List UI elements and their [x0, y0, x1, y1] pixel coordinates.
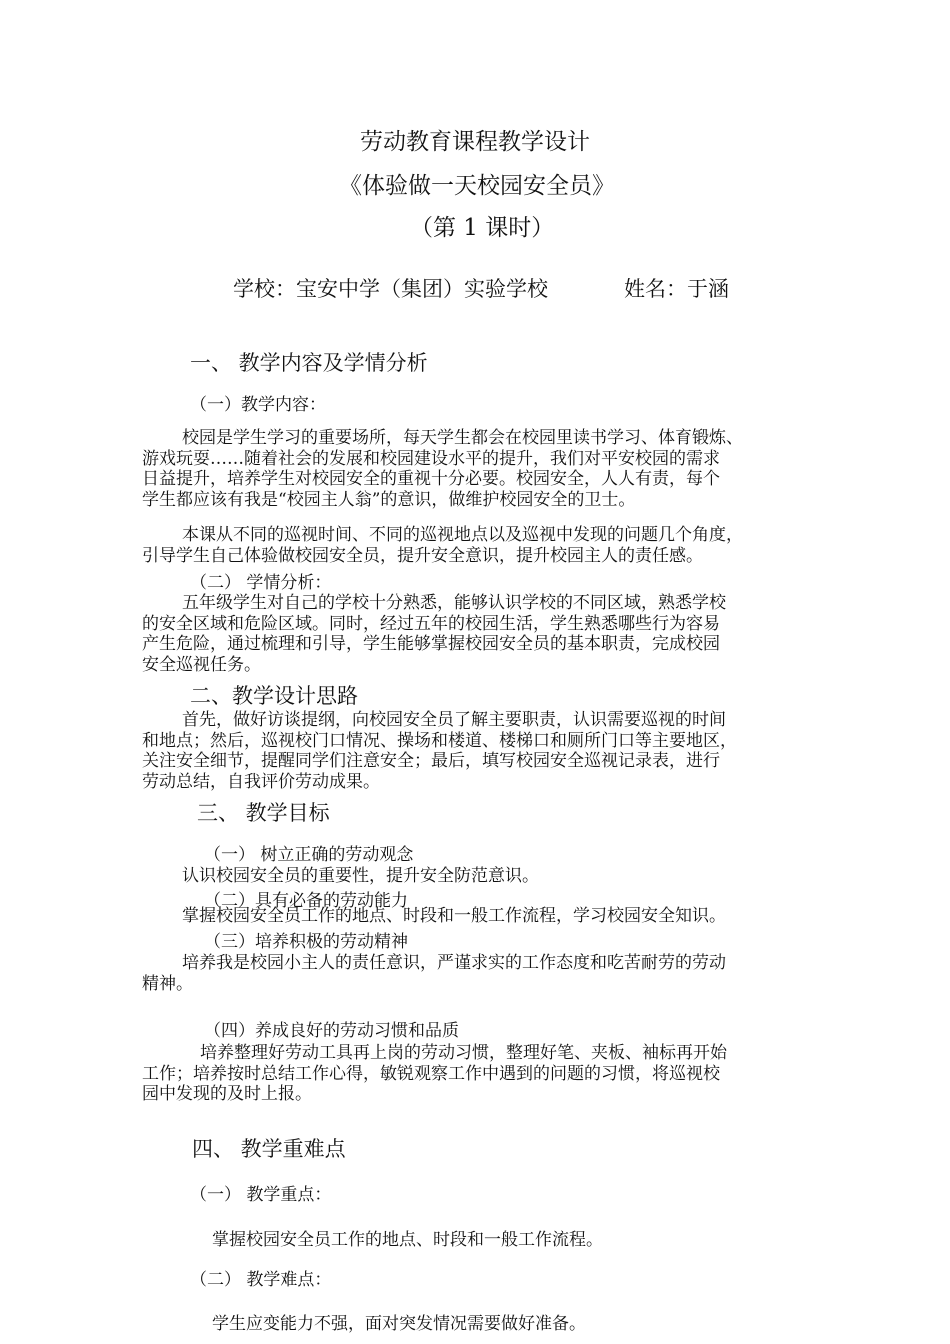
section2-para	[142, 710, 810, 792]
para-line: 园中发现的及时上报。	[142, 1084, 312, 1104]
school-name: 学校：宝安中学（集团）实验学校	[233, 277, 548, 301]
para-line: 校园是学生学习的重要场所，每天学生都会在校园里读书学习、体育锻炼、	[182, 428, 743, 448]
goal1-text: 认识校园安全员的重要性，提升安全防范意识。	[182, 866, 539, 886]
para-line: 五年级学生对自己的学校十分熟悉，能够认识学校的不同区域，熟悉学校	[182, 593, 726, 613]
goal2-label: （二）具有必备的劳动能力	[204, 891, 408, 911]
section1-heading: 一、 教学内容及学情分析	[190, 351, 428, 375]
para-line: 游戏玩耍……随着社会的发展和校园建设水平的提升，我们对平安校园的需求	[142, 448, 720, 469]
difficulty-label: （二） 教学难点：	[190, 1270, 332, 1290]
section1-sub1-label: （一）教学内容：	[190, 395, 326, 415]
para-line: 培养整理好劳动工具再上岗的劳动习惯，整理好笔、夹板、袖标再开始	[200, 1043, 727, 1063]
para-line: 产生危险，通过梳理和引导，学生能够掌握校园安全员的基本职责，完成校园	[142, 634, 720, 654]
para-line: 工作；培养按时总结工作心得，敏锐观察工作中遇到的问题的习惯，将巡视校	[142, 1063, 720, 1084]
section4-heading: 四、 教学重难点	[192, 1137, 346, 1161]
para-line: 本课从不同的巡视时间、不同的巡视地点以及巡视中发现的问题几个角度，	[182, 525, 743, 545]
goal2-text: 掌握校园安全员工作的地点、时段和一般工作流程，学习校园安全知识。	[182, 906, 726, 926]
goal3-text	[142, 953, 810, 994]
para-line: 的安全区域和危险区域。同时，经过五年的校园生活，学生熟悉哪些行为容易	[142, 613, 720, 634]
goal1-label: （一） 树立正确的劳动观念	[204, 845, 414, 865]
doc-title: 劳动教育课程教学设计	[360, 129, 590, 155]
section1-para2	[142, 525, 810, 566]
section2-heading: 二、教学设计思路	[190, 684, 358, 708]
goal4-label: （四）养成良好的劳动习惯和品质	[204, 1021, 459, 1041]
section1-sub2-label: （二） 学情分析：	[190, 573, 332, 593]
key-point-text: 掌握校园安全员工作的地点、时段和一般工作流程。	[212, 1230, 603, 1250]
section1-para3	[142, 593, 810, 675]
difficulty-text: 学生应变能力不强，面对突发情况需要做好准备。	[212, 1314, 586, 1334]
para-line: 和地点；然后，巡视校门口情况、操场和楼道、楼梯口和厕所门口等主要地区，	[142, 730, 737, 751]
key-point-label: （一） 教学重点：	[190, 1185, 332, 1205]
para-line: 精神。	[142, 973, 193, 994]
para-line: 培养我是校园小主人的责任意识，严谨求实的工作态度和吃苦耐劳的劳动	[182, 953, 726, 973]
doc-subtitle: 《体验做一天校园安全员》	[339, 173, 615, 199]
goal4-text	[142, 1043, 810, 1105]
goal3-label: （三）培养积极的劳动精神	[204, 932, 408, 952]
para-line: 学生都应该有我是“校园主人翁”的意识，做维护校园安全的卫士。	[142, 489, 636, 510]
author-name: 姓名：于涵	[624, 277, 729, 301]
para-line: 劳动总结，自我评价劳动成果。	[142, 771, 380, 792]
para-line: 首先，做好访谈提纲，向校园安全员了解主要职责，认识需要巡视的时间	[182, 710, 726, 730]
section1-para1	[142, 428, 810, 510]
para-line: 安全巡视任务。	[142, 654, 261, 675]
para-line: 关注安全细节，提醒同学们注意安全；最后，填写校园安全巡视记录表，进行	[142, 751, 720, 771]
section3-heading: 三、 教学目标	[197, 801, 330, 825]
para-line: 引导学生自己体验做校园安全员，提升安全意识，提升校园主人的责任感。	[142, 545, 703, 566]
para-line: 日益提升，培养学生对校园安全的重视十分必要。校园安全，人人有责，每个	[142, 469, 720, 489]
doc-lesson-number: （第 1 课时）	[410, 215, 555, 241]
